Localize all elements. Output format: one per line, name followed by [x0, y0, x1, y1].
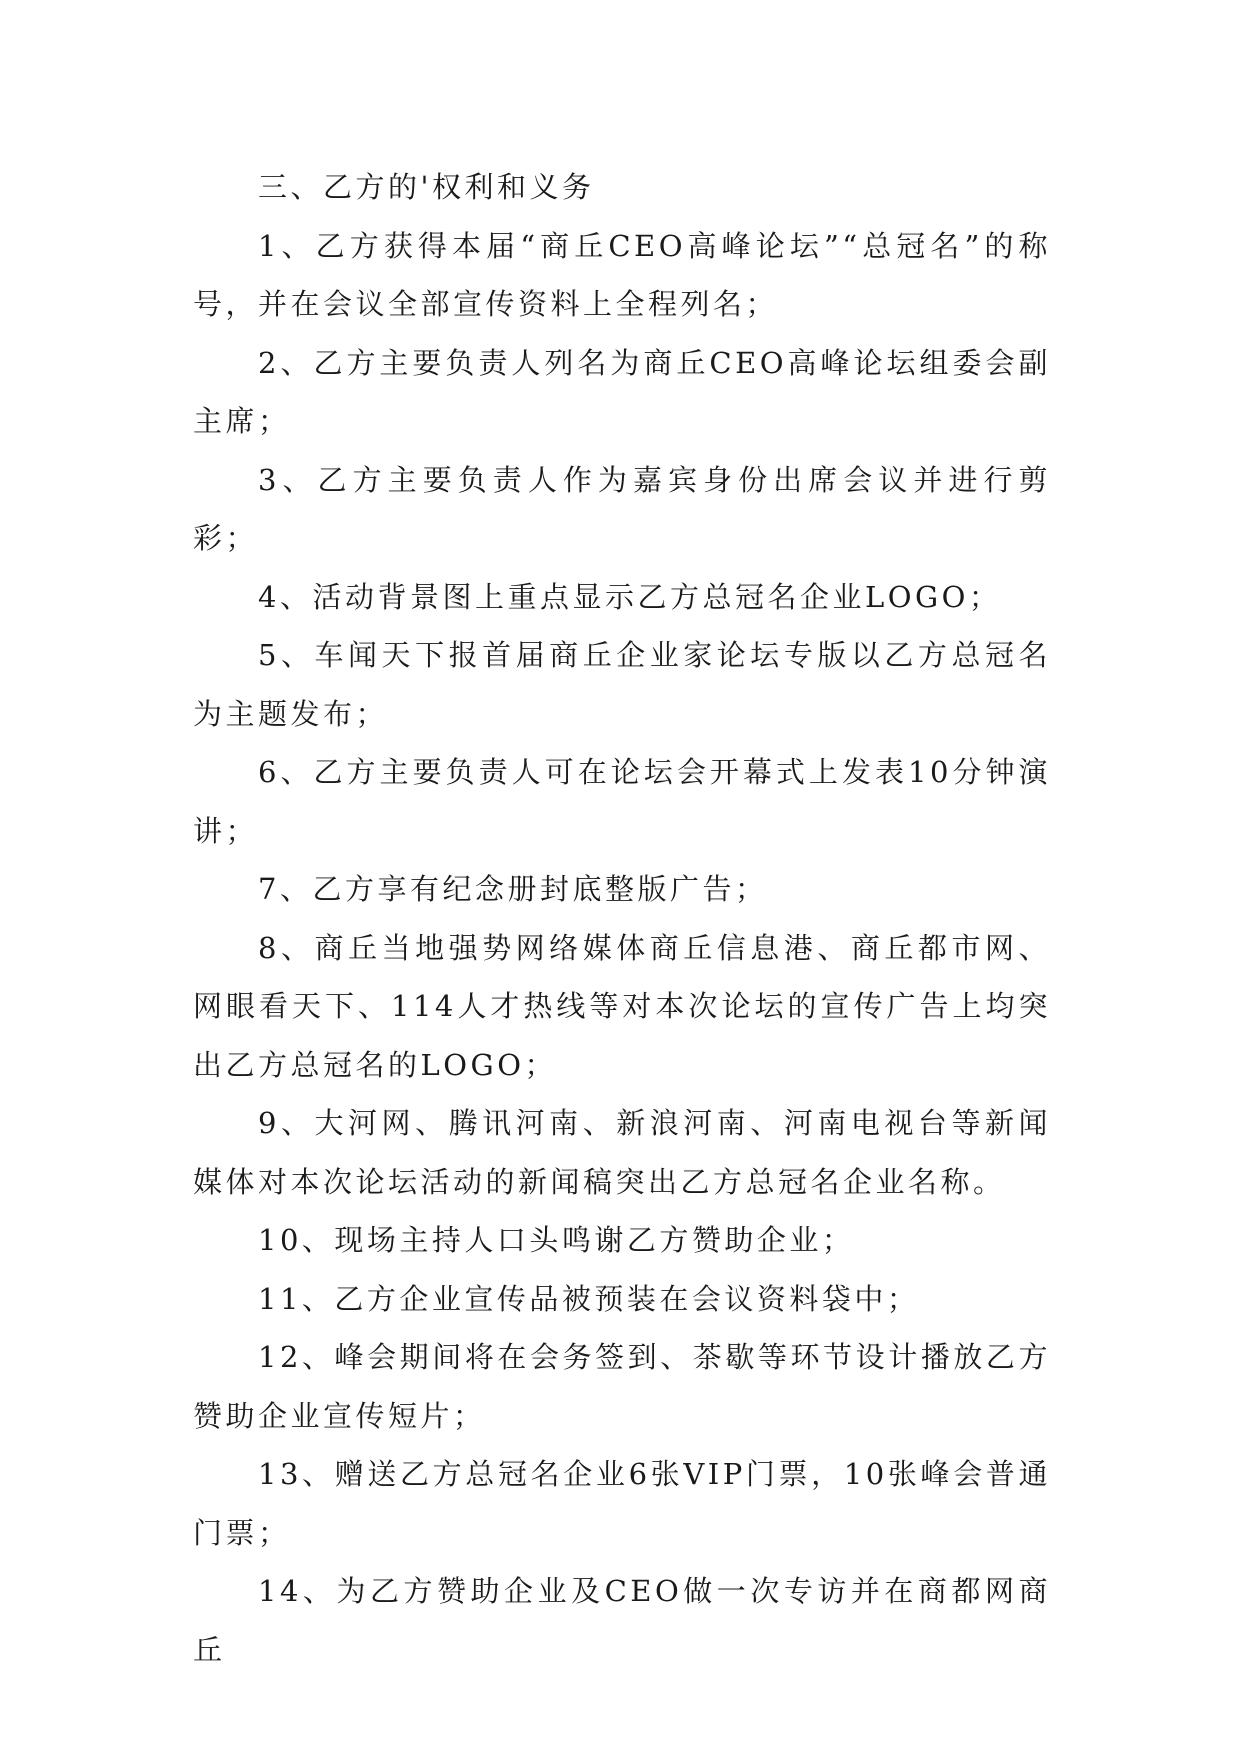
list-item: 8、商丘当地强势网络媒体商丘信息港、商丘都市网、网眼看天下、114人才热线等对本次论坛的宣传广告上均突出乙方总冠名的LOGO；	[193, 930, 1051, 1082]
document-body	[193, 158, 1051, 1679]
list-item: 10、现场主持人口头鸣谢乙方赞助企业；	[258, 1223, 855, 1257]
list-item: 2、乙方主要负责人列名为商丘CEO高峰论坛组委会副主席；	[193, 345, 1051, 438]
list-item: 6、乙方主要负责人可在论坛会开幕式上发表10分钟演讲；	[193, 755, 1051, 848]
section-heading: 三、乙方的'权利和义务	[258, 170, 595, 204]
list-item: 9、大河网、腾讯河南、新浪河南、河南电视台等新闻媒体对本次论坛活动的新闻稿突出乙方总冠名企业名称。	[193, 1106, 1051, 1199]
list-item: 5、车闻天下报首届商丘企业家论坛专版以乙方总冠名为主题发布；	[193, 638, 1051, 731]
list-item: 13、赠送乙方总冠名企业6张VIP门票，10张峰会普通门票；	[193, 1457, 1051, 1550]
list-item: 11、乙方企业宣传品被预装在会议资料袋中；	[258, 1281, 920, 1316]
list-item: 14、为乙方赞助企业及CEO做一次专访并在商都网商丘	[193, 1574, 1051, 1667]
list-item: 4、活动背景图上重点显示乙方总冠名企业LOGO；	[258, 579, 1002, 614]
list-item: 3、乙方主要负责人作为嘉宾身份出席会议并进行剪彩；	[193, 462, 1051, 555]
list-item: 7、乙方享有纪念册封底整版广告；	[258, 872, 768, 906]
list-item: 12、峰会期间将在会务签到、茶歇等环节设计播放乙方赞助企业宣传短片；	[193, 1340, 1051, 1433]
list-item: 1、乙方获得本届“商丘CEO高峰论坛”“总冠名”的称号，并在会议全部宣传资料上全程列名；	[193, 228, 1051, 321]
